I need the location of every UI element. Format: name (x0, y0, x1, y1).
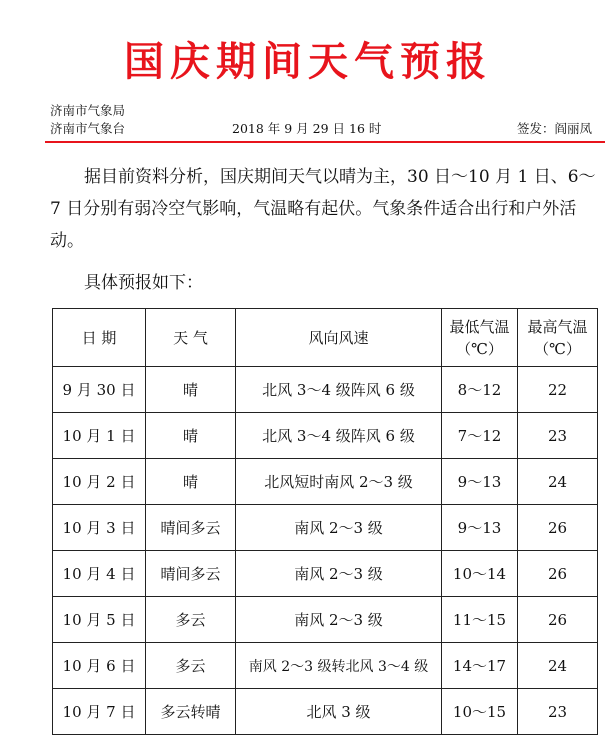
table-row (53, 551, 598, 597)
header-min-temp-label: 最低气温 (449, 317, 510, 336)
cell-weather: 晴 (146, 413, 236, 459)
cell-max-temp: 24 (518, 459, 598, 505)
issuing-observatory: 济南市气象台 (50, 121, 126, 136)
cell-weather: 多云转晴 (146, 689, 236, 735)
header-min-temp (442, 309, 518, 367)
cell-date: 10 月 3 日 (53, 505, 146, 551)
cell-min-temp: 11～15 (442, 597, 518, 643)
cell-date: 10 月 4 日 (53, 551, 146, 597)
cell-max-temp: 23 (518, 689, 598, 735)
header-weather: 天 气 (146, 309, 236, 367)
document-title: 国庆期间天气预报 (124, 39, 492, 85)
forecast-table (52, 308, 598, 735)
cell-date: 10 月 6 日 (53, 643, 146, 689)
cell-wind: 南风 2～3 级 (236, 551, 442, 597)
cell-weather: 多云 (146, 597, 236, 643)
cell-min-temp: 9～13 (442, 505, 518, 551)
table-row (53, 367, 598, 413)
cell-max-temp: 22 (518, 367, 598, 413)
signer: 签发：阎丽凤 (516, 121, 592, 136)
cell-wind: 北风 3～4 级阵风 6 级 (236, 413, 442, 459)
intro-paragraph: 据目前资料分析，国庆期间天气以晴为主，30 日～10 月 1 日、6～7 日分别有弱冷空气影响，气温略有起伏。气象条件适合出行和户外活动。 (50, 167, 596, 251)
cell-weather: 晴间多云 (146, 505, 236, 551)
header-max-temp-label: 最高气温 (527, 317, 588, 336)
cell-weather: 多云 (146, 643, 236, 689)
table-row (53, 689, 598, 735)
issue-date: 2018 年 9 月 29 日 16 时 (232, 121, 382, 136)
cell-wind: 北风短时南风 2～3 级 (236, 459, 442, 505)
table-header-row (53, 309, 598, 367)
header-max-temp-unit: （℃） (534, 339, 581, 358)
table-row (53, 413, 598, 459)
header-min-temp-unit: （℃） (456, 339, 503, 358)
cell-weather: 晴间多云 (146, 551, 236, 597)
table-row (53, 597, 598, 643)
cell-date: 10 月 5 日 (53, 597, 146, 643)
cell-date: 10 月 7 日 (53, 689, 146, 735)
cell-wind: 北风 3 级 (236, 689, 442, 735)
red-divider (45, 141, 605, 143)
header-max-temp (518, 309, 598, 367)
cell-min-temp: 9～13 (442, 459, 518, 505)
cell-min-temp: 8～12 (442, 367, 518, 413)
cell-min-temp: 7～12 (442, 413, 518, 459)
cell-wind: 南风 2～3 级 (236, 505, 442, 551)
cell-date: 10 月 1 日 (53, 413, 146, 459)
cell-max-temp: 23 (518, 413, 598, 459)
cell-date: 9 月 30 日 (53, 367, 146, 413)
cell-wind: 南风 2～3 级转北风 3～4 级 (236, 643, 442, 689)
table-row (53, 505, 598, 551)
cell-max-temp: 26 (518, 597, 598, 643)
cell-date: 10 月 2 日 (53, 459, 146, 505)
header-date: 日 期 (53, 309, 146, 367)
header-wind: 风向风速 (236, 309, 442, 367)
cell-max-temp: 24 (518, 643, 598, 689)
cell-wind: 南风 2～3 级 (236, 597, 442, 643)
cell-weather: 晴 (146, 367, 236, 413)
forecast-subheading: 具体预报如下： (84, 273, 203, 293)
issuing-bureau: 济南市气象局 (50, 103, 126, 118)
cell-max-temp: 26 (518, 505, 598, 551)
table-row (53, 643, 598, 689)
cell-min-temp: 10～15 (442, 689, 518, 735)
cell-max-temp: 26 (518, 551, 598, 597)
cell-min-temp: 10～14 (442, 551, 518, 597)
table-row (53, 459, 598, 505)
cell-wind: 北风 3～4 级阵风 6 级 (236, 367, 442, 413)
cell-min-temp: 14～17 (442, 643, 518, 689)
cell-weather: 晴 (146, 459, 236, 505)
